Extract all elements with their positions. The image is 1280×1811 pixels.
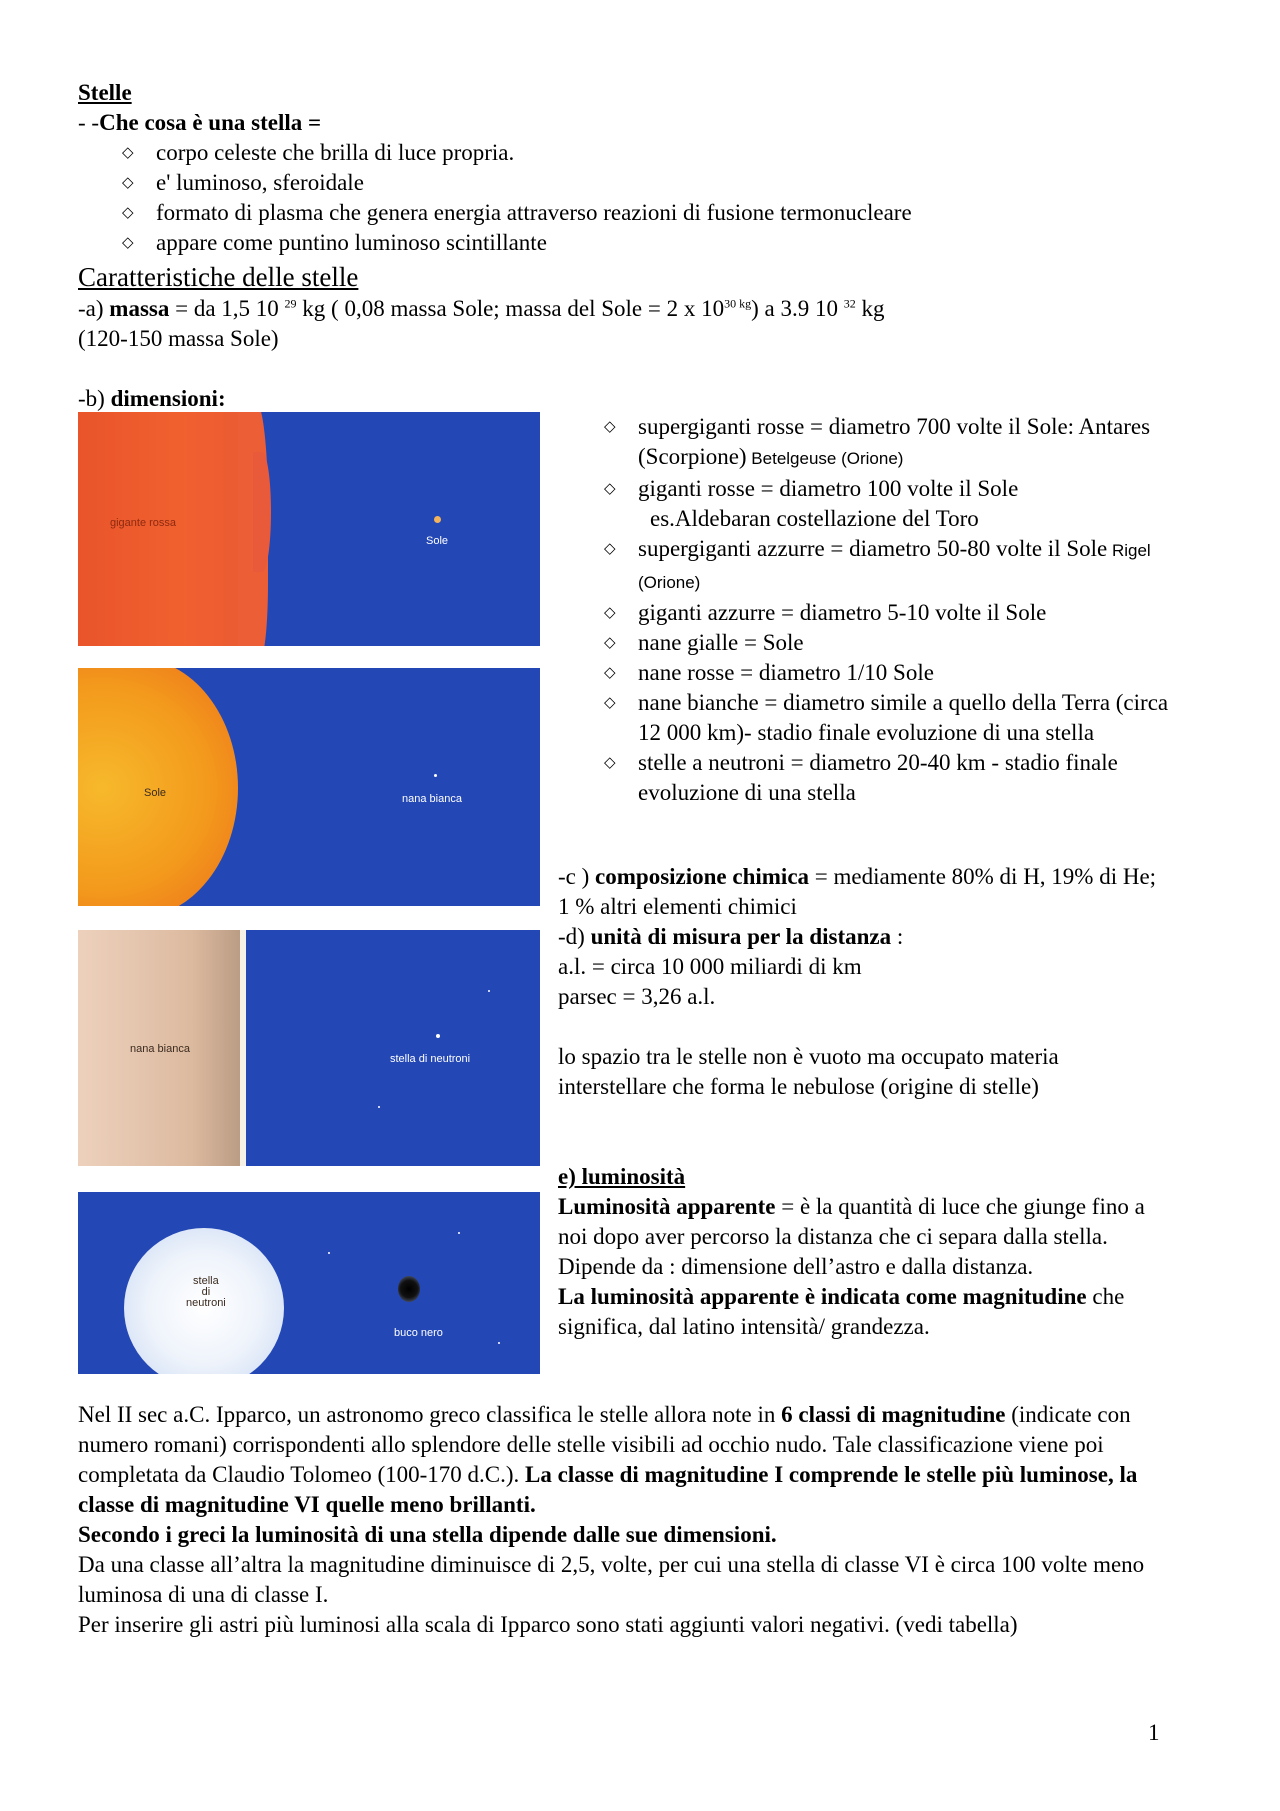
white-dwarf-dot <box>434 774 437 777</box>
diamond-bullet-icon: ◇ <box>122 145 134 161</box>
diamond-bullet-icon: ◇ <box>604 481 616 497</box>
dimensioni-line: -b) dimensioni: <box>78 386 226 411</box>
question-prefix: - - <box>78 110 100 135</box>
panel-label: nana bianca <box>402 793 462 805</box>
list-item: ◇ nane rosse = diametro 1/10 Sole <box>638 658 1178 688</box>
diamond-bullet-icon: ◇ <box>122 235 134 251</box>
diamond-bullet-icon: ◇ <box>604 541 616 557</box>
sun-dot <box>434 516 441 523</box>
diamond-bullet-icon: ◇ <box>604 755 616 771</box>
question-text: Che cosa è una stella = <box>99 110 322 135</box>
panel-label: buco nero <box>394 1327 443 1339</box>
star-size-list <box>604 412 1178 808</box>
panel-label: Sole <box>426 535 449 547</box>
diamond-bullet-icon: ◇ <box>122 205 134 221</box>
definition-list <box>122 138 1206 258</box>
list-item: ◇ nane bianche = diametro simile a quello della Terra (circa 12 000 km)- stadio finale evoluzione di una stella <box>604 690 1169 745</box>
panel-red-giant <box>78 412 540 646</box>
list-item: ◇ formato di plasma che genera energia attraverso reazioni di fusione termonucleare <box>156 198 1206 228</box>
list-item: ◇ giganti azzurre = diametro 5-10 volte il Sole <box>638 598 1178 628</box>
panel-neutron-star <box>78 1192 540 1374</box>
panel-label: stella di neutroni <box>186 1275 226 1309</box>
list-item: ◇ corpo celeste che brilla di luce propria. <box>156 138 1206 168</box>
list-item: ◇ giganti rosse = diametro 100 volte il Sole es.Aldebaran costellazione del Toro <box>604 476 1019 531</box>
diamond-bullet-icon: ◇ <box>604 635 616 651</box>
composizione-paragraph: -c ) composizione chimica = mediamente 80% di H, 19% di He; 1 % altri elementi chimici <box>558 864 1157 919</box>
list-item: ◇ appare come puntino luminoso scintillante <box>156 228 1206 258</box>
luminosita-title: e) luminosità <box>558 1164 686 1189</box>
diamond-bullet-icon: ◇ <box>122 175 134 191</box>
diamond-bullet-icon: ◇ <box>604 605 616 621</box>
list-item: ◇ stelle a neutroni = diametro 20-40 km - stadio finale evoluzione di una stella <box>604 750 1118 805</box>
list-item: ◇ e' luminoso, sferoidale <box>156 168 1206 198</box>
diamond-bullet-icon: ◇ <box>604 665 616 681</box>
luminosita-paragraph: Luminosità apparente = è la quantità di luce che giunge fino a noi dopo aver percorso la distanza che ci separa dalla stella. Dipende da : dimensione dell’astro e dalla distanza. La luminosità apparente è indicata come magnitudine che significa, dal latino intensità/ grandezza. <box>558 1194 1145 1339</box>
panel-label: stella di neutroni <box>390 1053 471 1065</box>
panel-white-dwarf <box>78 930 540 1166</box>
panel-label: gigante rossa <box>110 517 177 529</box>
page-number: 1 <box>1148 1720 1160 1745</box>
list-item: ◇ supergiganti azzurre = diametro 50-80 volte il Sole Rigel (Orione) <box>604 536 1151 592</box>
list-item: ◇ supergiganti rosse = diametro 700 volte il Sole: Antares (Scorpione) Betelgeuse (Orione) <box>604 414 1151 469</box>
panel-label: Sole <box>144 787 167 799</box>
massa-line: -a) massa = da 1,5 10 $^{29}$ kg ( 0,08 massa Sole; massa del Sole = 2 x $10^{30 kg}$) a 3.9 10 $^{32}$ kg <box>78 296 885 321</box>
page-heading: Stelle <box>78 80 132 105</box>
distanza-paragraph: -d) unità di misura per la distanza : a.l. = circa 10 000 miliardi di km parsec = 3,26 a.l. <box>558 924 904 1009</box>
section-title: Caratteristiche delle stelle <box>78 262 359 292</box>
ipparco-paragraph: Nel II sec a.C. Ipparco, un astronomo greco classifica le stelle allora note in 6 classi di magnitudine (indicate con numero romani) corrispondenti allo splendore delle stelle visibili ad occhio nudo. Tale classificazione viene poi completata da Claudio Tolomeo (100-170 d.C.). La classe di magnitudine I comprende le stelle più luminose, la classe di magnitudine VI quelle meno brillanti. Secondo i greci la luminosità di una stella dipende dalle sue dimensioni. Da una classe all’altra la magnitudine diminuisce di 2,5, volte, per cui una stella di classe VI è circa 100 volte meno luminosa di una di classe I. Per inserire gli astri più luminosi alla scala di Ipparco sono stati aggiunti valori negativi. (vedi tabella) <box>78 1402 1145 1637</box>
list-item: ◇ nane gialle = Sole <box>638 628 1178 658</box>
question-line <box>78 108 321 138</box>
diamond-bullet-icon: ◇ <box>604 419 616 435</box>
neutron-star-dot <box>436 1034 440 1038</box>
massa-line-2: (120-150 massa Sole) <box>78 326 279 351</box>
black-hole-icon <box>398 1276 420 1302</box>
panel-label: nana bianca <box>130 1043 190 1055</box>
spazio-paragraph: lo spazio tra le stelle non è vuoto ma occupato materia interstellare che forma le nebulose (origine di stelle) <box>558 1044 1059 1099</box>
panel-sun <box>78 668 540 906</box>
diamond-bullet-icon: ◇ <box>604 695 616 711</box>
